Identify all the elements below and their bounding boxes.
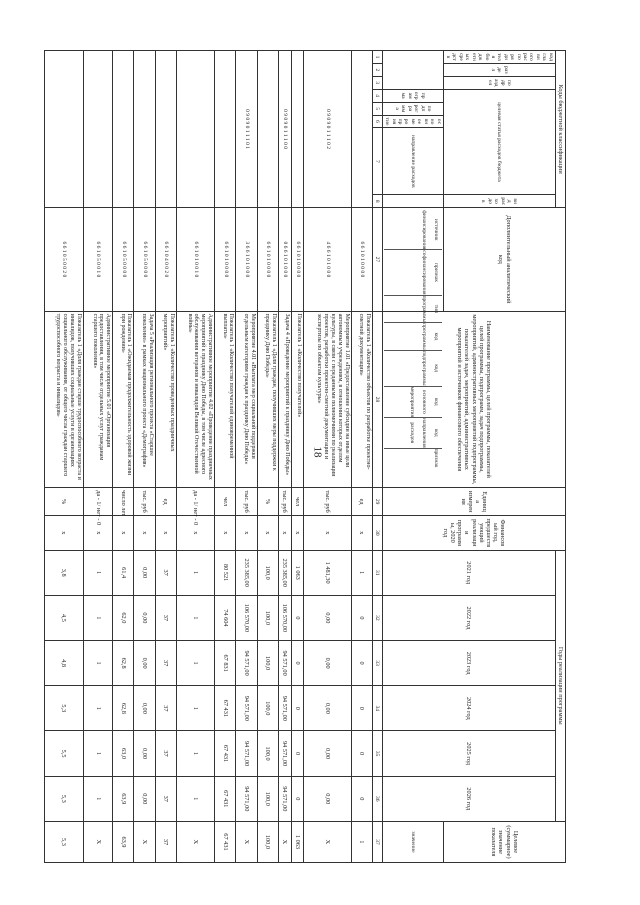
budget-code-cell: 0 9 0 9 0 1 1 1 0 0 — [278, 51, 291, 208]
row-year-value: 94 571,00 — [278, 686, 291, 731]
row-final-value: 63,9 — [113, 821, 134, 862]
codes-group-header: Коды бюджетной классификации — [555, 51, 565, 208]
table-row — [176, 51, 215, 863]
table-row — [83, 51, 113, 863]
year-2025-header: 2025 год — [382, 731, 555, 776]
code-col-razdel: раздел — [443, 63, 555, 76]
row-final-value: Х — [236, 821, 257, 862]
row-year-value: 106 570,00 — [236, 595, 257, 640]
table-row — [113, 51, 134, 863]
row-year-value: 1 — [176, 595, 215, 640]
table-row — [291, 51, 304, 863]
extra-code-cell: 6 6 1 0 5 0 0 1 0 — [83, 208, 113, 311]
row-year-value: 1 — [176, 550, 215, 595]
code-col-target: целевая статья расходов бюджета — [443, 89, 555, 194]
subcol-podprogramma: подпрограмма — [382, 102, 443, 115]
row-year-value: 80 521 — [215, 550, 236, 595]
code-col-grbs: код главного распорядителя бюджетных средств — [443, 51, 555, 64]
row-year-value: 100,0 — [257, 686, 278, 731]
row-description: Мероприятие 1.01 «Предоставление субсидии на иные цели автономным учреждениям, в отношении которых отделом культуры, в связи с переданными полномочиями по реализации проектов, разработки проектно-сметной документации и экспертизы по объектам культуры» — [304, 311, 351, 488]
row-year-value: 5,3 — [45, 686, 84, 731]
row-year-value: 94 571,00 — [236, 776, 257, 821]
final-value-header: Целевое (суммарное) значение показателя — [443, 821, 565, 862]
row-unit: тыс. руб — [278, 488, 291, 516]
rotated-table-wrapper — [44, 50, 566, 863]
extra-col-label: код основного мероприятия — [384, 386, 442, 417]
extra-cols-stripe — [384, 210, 442, 468]
row-year-value: 94 571,00 — [236, 641, 257, 686]
row-year-value: 1 — [176, 641, 215, 686]
row-year-value: 37 — [155, 686, 176, 731]
row-year-value: 1 063 — [291, 550, 304, 595]
row-year-value: 0 — [351, 641, 372, 686]
table-row — [304, 51, 351, 863]
row-year-value: 1 — [176, 731, 215, 776]
row-base-year: х — [291, 516, 304, 550]
code-col-podrazdel: подраздел — [443, 76, 555, 89]
row-year-value: 0,00 — [304, 595, 351, 640]
row-year-value: 74 604 — [215, 595, 236, 640]
row-unit: тыс. руб — [236, 488, 257, 516]
row-unit: % — [257, 488, 278, 516]
budget-code-cell — [257, 51, 278, 208]
description-header: Наименование программы, целей программы, показателей целей программы, подпрограмм, задач подпрограммы, мероприятий, административных мероприятий подпрограммы, показателей задач, мероприятий, административных мероприятий и источников финансового обеспечения — [382, 311, 565, 488]
extra-col-label: признак — [384, 448, 442, 468]
row-year-value: 0,00 — [304, 776, 351, 821]
row-year-value: 3,8 — [45, 550, 84, 595]
row-year-value: 1 — [83, 686, 113, 731]
row-year-value: 0 — [291, 641, 304, 686]
row-year-value: 37 — [155, 641, 176, 686]
row-year-value: 62,8 — [113, 686, 134, 731]
row-year-value: 100,0 — [257, 595, 278, 640]
row-final-value: Х — [83, 821, 113, 862]
row-description: Показатель 1 «Количество объектов по разработке проектно-сметной документации» — [351, 311, 372, 488]
row-description: Показатель 1 «Доля граждан старше трудоспособного возраста и инвалидов, получивших социальные услуги в организациях социального обслуживания, от общего числа граждан старшего трудоспособного возраста и инвалидов» — [45, 311, 84, 488]
row-description: Показатель 1 «Количество получателей» — [291, 311, 304, 488]
budget-code-cell — [113, 51, 134, 208]
budget-code-cell: 0 9 0 9 0 1 1 1 0 2 — [304, 51, 351, 208]
row-year-value: 1 — [83, 550, 113, 595]
table-row — [236, 51, 257, 863]
row-unit: чел — [291, 488, 304, 516]
row-unit: число лет — [113, 488, 134, 516]
row-year-value: 67 831 — [215, 641, 236, 686]
row-year-value: 63,0 — [113, 731, 134, 776]
row-year-value: 100,0 — [257, 641, 278, 686]
row-year-value: 0 — [351, 731, 372, 776]
code-col-vid: вид расходов — [443, 195, 555, 208]
row-year-value: 100,0 — [257, 731, 278, 776]
row-year-value: 0 — [291, 686, 304, 731]
row-year-value: 63,9 — [113, 776, 134, 821]
row-description: Показатель 1 «Ожидаемая продолжительность здоровой жизни при рождении» — [113, 311, 134, 488]
row-year-value: 67 431 — [215, 776, 236, 821]
row-year-value: 0,00 — [134, 550, 155, 595]
row-year-value: 5,5 — [45, 731, 84, 776]
row-year-value: 0,00 — [134, 686, 155, 731]
extra-code-cell: 6 6 1 0 5 0 0 0 0 — [113, 208, 134, 311]
row-year-value: 61,4 — [113, 550, 134, 595]
row-year-value: 0 — [291, 595, 304, 640]
row-year-value: 0 — [351, 595, 372, 640]
final-sub-header: значение — [382, 821, 443, 862]
row-year-value: 62,8 — [113, 641, 134, 686]
row-year-value: 0,00 — [304, 731, 351, 776]
row-unit: % — [45, 488, 84, 516]
budget-code-cell — [215, 51, 236, 208]
row-year-value: 0,00 — [134, 641, 155, 686]
row-year-value: 1 — [83, 731, 113, 776]
table-row — [278, 51, 291, 863]
row-final-value: 37 — [155, 821, 176, 862]
subcol-napravlenie: направление расходов — [382, 128, 443, 195]
budget-code-cell — [45, 51, 84, 208]
extra-col-label: код подпрограммы — [384, 350, 442, 386]
row-base-year: х — [134, 516, 155, 550]
budget-code-cell: 0 9 0 9 0 1 1 1 0 1 — [236, 51, 257, 208]
budget-code-cell — [83, 51, 113, 208]
row-year-value: 94 571,00 — [236, 686, 257, 731]
row-unit: тыс. руб — [134, 488, 155, 516]
row-base-year: х — [351, 516, 372, 550]
year-2026-header: 2026 год — [382, 776, 555, 821]
extra-code-cell: 6 6 1 0 1 0 0 0 0 — [291, 208, 304, 311]
row-year-value: 37 — [155, 776, 176, 821]
row-year-value: 0,00 — [304, 641, 351, 686]
row-base-year: х — [278, 516, 291, 550]
year-2022-header: 2022 год — [382, 595, 555, 640]
row-year-value: 106 570,00 — [278, 595, 291, 640]
row-year-value: 1 — [351, 550, 372, 595]
column-numbers-row: 1 2 3 4 5 6 7 8 27 28 29 30 31 32 33 34 35 36 37 — [372, 51, 382, 863]
subcol-osn-meropriyatie: основное мероприятие — [382, 115, 443, 128]
row-base-year: х — [113, 516, 134, 550]
extra-code-cell: 6 6 1 0 5 0 0 0 0 — [134, 208, 155, 311]
row-description: Административное мероприятие 4.02 «Проведение праздничных мероприятий к празднику Дню Победы, в том числе адресного обслуживания ветеранов и инвалидов Великой Отечественной войны» — [176, 311, 215, 488]
row-description: Показатель 1 «Количество проведенных праздничных мероприятий» — [155, 311, 176, 488]
row-final-value: 1 063 — [291, 821, 304, 862]
extra-col-label: тип программы — [384, 295, 442, 323]
row-base-year: х — [176, 516, 215, 550]
row-final-value: Х — [278, 821, 291, 862]
budget-code-cell — [155, 51, 176, 208]
row-year-value: 94 571,00 — [278, 776, 291, 821]
row-base-year: х — [257, 516, 278, 550]
row-final-value: 1 — [351, 821, 372, 862]
extra-col-label: код направления расходов — [384, 417, 442, 448]
row-year-value: 94 571,00 — [278, 731, 291, 776]
table-row — [45, 51, 84, 863]
budget-code-cell — [176, 51, 215, 208]
extra-code-group-header: Дополнительный аналитический код — [443, 208, 565, 311]
row-year-value: 100,0 — [257, 550, 278, 595]
row-description: Задача 5 «Реализация регионального проекта «Старшее поколение» в рамках национального проекта «Демография» — [134, 311, 155, 488]
extra-code-cell: 4 6 6 1 0 1 0 0 0 — [304, 208, 351, 311]
extra-code-cell: 3 6 6 1 0 1 0 0 0 — [236, 208, 257, 311]
row-year-value: 94 571,00 — [236, 731, 257, 776]
extra-col-label: код программы — [384, 322, 442, 350]
row-unit: ед — [351, 488, 372, 516]
extra-code-cell: 6 6 1 0 1 0 0 0 0 — [215, 208, 236, 311]
row-year-value: 0 — [291, 776, 304, 821]
row-unit: тыс. руб — [304, 488, 351, 516]
year-2021-header: 2021 год — [382, 550, 555, 595]
row-description: Показатель 1 «Количество получателей единовременной выплаты» — [215, 311, 236, 488]
row-description: Показатель 1 «Доля граждан, получивших меры поддержки к празднику Дню Победы» — [257, 311, 278, 488]
row-unit: чел — [215, 488, 236, 516]
row-year-value: 67 431 — [215, 731, 236, 776]
extra-code-cell: 0 6 6 1 0 1 0 0 0 — [278, 208, 291, 311]
row-unit: ед — [155, 488, 176, 516]
row-base-year: х — [236, 516, 257, 550]
row-unit: да - 1/ нет - 0 — [83, 488, 113, 516]
row-year-value: 1 — [83, 776, 113, 821]
year-2023-header: 2023 год — [382, 641, 555, 686]
budget-code-cell — [351, 51, 372, 208]
row-base-year: х — [45, 516, 84, 550]
row-year-value: 0,00 — [134, 731, 155, 776]
row-final-value: Х — [304, 821, 351, 862]
row-year-value: 1 — [176, 686, 215, 731]
table-row — [257, 51, 278, 863]
row-description: Мероприятие 4.01 «Выплата мер социальной поддержки отдельным категориям граждан к празднику Дню Победы» — [236, 311, 257, 488]
row-year-value: 37 — [155, 731, 176, 776]
extra-cols-labels — [382, 208, 443, 468]
row-year-value: 0,00 — [134, 776, 155, 821]
base-year-header: Финансовый год, предшествующий реализации программы, 2020 год — [382, 516, 565, 550]
extra-code-cell: 6 6 1 0 1 0 0 0 0 — [351, 208, 372, 311]
row-year-value: 100,0 — [257, 776, 278, 821]
row-final-value: 5,3 — [45, 821, 84, 862]
row-year-value: 94 571,00 — [278, 641, 291, 686]
budget-code-cell — [134, 51, 155, 208]
row-year-value: 1 — [83, 641, 113, 686]
row-base-year: х — [83, 516, 113, 550]
row-final-value: Х — [134, 821, 155, 862]
row-description: Административное мероприятие 5.01 «Организация предоставления, в том числе отдельных услуг гражданам старшего поколения» — [83, 311, 113, 488]
row-year-value: 37 — [155, 550, 176, 595]
row-description: Задача 4 «Проведение мероприятий к празднику Дню Победы» — [278, 311, 291, 488]
extra-code-cell: 6 6 1 0 1 0 0 1 0 — [176, 208, 215, 311]
row-year-value: 1 — [176, 776, 215, 821]
row-year-value: 5,3 — [45, 776, 84, 821]
row-year-value: 0 — [351, 776, 372, 821]
row-base-year: х — [304, 516, 351, 550]
row-year-value: 37 — [155, 595, 176, 640]
row-year-value: 0,00 — [134, 595, 155, 640]
row-year-value: 1 — [83, 595, 113, 640]
row-final-value: Х — [176, 821, 215, 862]
row-year-value: 67 431 — [215, 686, 236, 731]
plan-years-header: Годы реализации программы — [555, 550, 565, 821]
unit-header: Единица измерения — [382, 488, 565, 516]
budget-code-cell — [291, 51, 304, 208]
page-number: 18 — [311, 446, 324, 458]
row-year-value: 0,00 — [304, 686, 351, 731]
row-year-value: 4,8 — [45, 641, 84, 686]
row-year-value: 4,5 — [45, 595, 84, 640]
year-2024-header: 2024 год — [382, 686, 555, 731]
subcol-programma: программа — [382, 89, 443, 102]
extra-col-label: источник финансирования — [420, 210, 439, 250]
table-row — [155, 51, 176, 863]
extra-col-label: признак софинансирования — [384, 249, 442, 294]
row-year-value: 62,0 — [113, 595, 134, 640]
table-row — [215, 51, 236, 863]
table-row — [351, 51, 372, 863]
row-base-year: х — [215, 516, 236, 550]
row-year-value: 0 — [291, 731, 304, 776]
extra-code-cell: 6 6 1 0 5 0 0 2 0 — [45, 208, 84, 311]
program-table — [44, 50, 566, 863]
extra-code-cell: 6 6 1 0 4 0 0 2 0 — [155, 208, 176, 311]
row-unit: да - 1/ нет - 0 — [176, 488, 215, 516]
row-year-value: 0 — [351, 686, 372, 731]
row-final-value: 67 431 — [215, 821, 236, 862]
table-row — [134, 51, 155, 863]
row-year-value: 235 385,00 — [278, 550, 291, 595]
row-year-value: 235 385,00 — [236, 550, 257, 595]
row-base-year: х — [155, 516, 176, 550]
extra-code-cell: 6 6 1 0 1 0 0 0 0 — [257, 208, 278, 311]
row-final-value: 100,0 — [257, 821, 278, 862]
row-year-value: 1 481,30 — [304, 550, 351, 595]
